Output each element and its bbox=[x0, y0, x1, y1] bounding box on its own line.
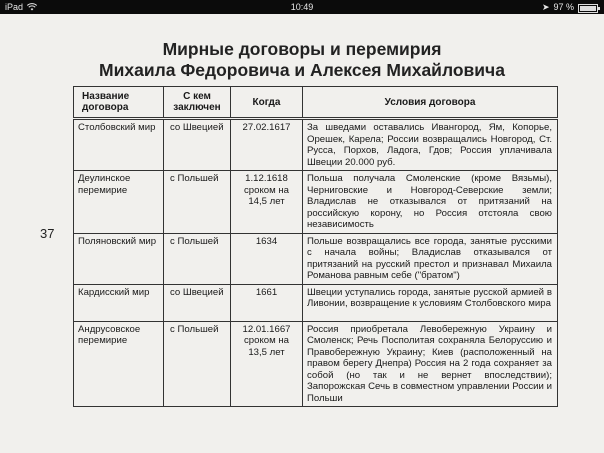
cell-name: Кардисский мир bbox=[74, 284, 164, 321]
cell-with-whom: со Швецией bbox=[164, 119, 231, 171]
cell-when: 1661 bbox=[231, 284, 303, 321]
header-name: Название договора bbox=[74, 87, 164, 119]
cell-terms: Польша получала Смоленские (кроме Вязьмы), Черниговские и Новгород-Северские земли; Владислав не отказывался от притязаний на российскую корону, но Россия отстояла свою независимость bbox=[303, 171, 558, 234]
table-row bbox=[74, 321, 558, 407]
cell-name: Столбовский мир bbox=[74, 119, 164, 171]
table-row bbox=[74, 284, 558, 321]
status-right bbox=[542, 0, 598, 14]
cell-with-whom: с Польшей bbox=[164, 321, 231, 407]
battery-icon bbox=[578, 4, 598, 13]
page-number: 37 bbox=[40, 226, 55, 241]
cell-terms: За шведами оставались Ивангород, Ям, Копорье, Орешек, Карела; России возвращались Новгород, Ст. Русса, Порхов, Ладога, Гдов; Россия уплачивала Швеции 20.000 руб. bbox=[303, 119, 558, 171]
cell-when: 12.01.1667 сроком на 13,5 лет bbox=[231, 321, 303, 407]
device-label: iPad bbox=[5, 2, 24, 12]
battery-fill bbox=[580, 6, 596, 11]
header-with-whom: С кем заключен bbox=[164, 87, 231, 119]
table-row bbox=[74, 171, 558, 234]
cell-name: Деулинское перемирие bbox=[74, 171, 164, 234]
table-row bbox=[74, 233, 558, 284]
cell-name: Поляновский мир bbox=[74, 233, 164, 284]
cell-with-whom: с Польшей bbox=[164, 171, 231, 234]
cell-name: Андрусовское перемирие bbox=[74, 321, 164, 407]
cell-with-whom: со Швецией bbox=[164, 284, 231, 321]
table-header-row bbox=[74, 87, 558, 119]
cell-when: 1.12.1618 сроком на 14,5 лет bbox=[231, 171, 303, 234]
header-terms: Условия договора bbox=[303, 87, 558, 119]
cell-terms: Россия приобретала Левобережную Украину и Смоленск; Речь Посполитая сохраняла Белоруссию и Правобережную Украину; Киев (расположенный на правом берегу Днепра) Россия на 2 года сохраняет за собой (но так и не вернет впоследствии); Запорожская Сечь в совместном управлении России и Польши bbox=[303, 321, 558, 407]
cell-with-whom: с Польшей bbox=[164, 233, 231, 284]
cell-terms: Польше возвращались все города, занятые русскими с начала войны; Владислав отказывался от притязаний на русский престол и признавал Михаила Романова равным себе ("братом") bbox=[303, 233, 558, 284]
page-title-line1: Мирные договоры и перемирия bbox=[162, 39, 442, 59]
cell-when: 27.02.1617 bbox=[231, 119, 303, 171]
header-when: Когда bbox=[231, 87, 303, 119]
cell-terms: Швеции уступались города, занятые русской армией в Ливонии, возвращение к условиям Столбовского мира bbox=[303, 284, 558, 321]
arrow-icon: ➤ bbox=[541, 2, 550, 12]
page-title-line2: Михаила Федоровича и Алексея Михайловича bbox=[99, 60, 505, 80]
cell-when: 1634 bbox=[231, 233, 303, 284]
status-bar bbox=[0, 0, 604, 14]
status-time: 10:49 bbox=[290, 2, 314, 12]
battery-percent: 97 % bbox=[553, 2, 574, 12]
treaties-table bbox=[73, 86, 558, 407]
table-row bbox=[74, 119, 558, 171]
